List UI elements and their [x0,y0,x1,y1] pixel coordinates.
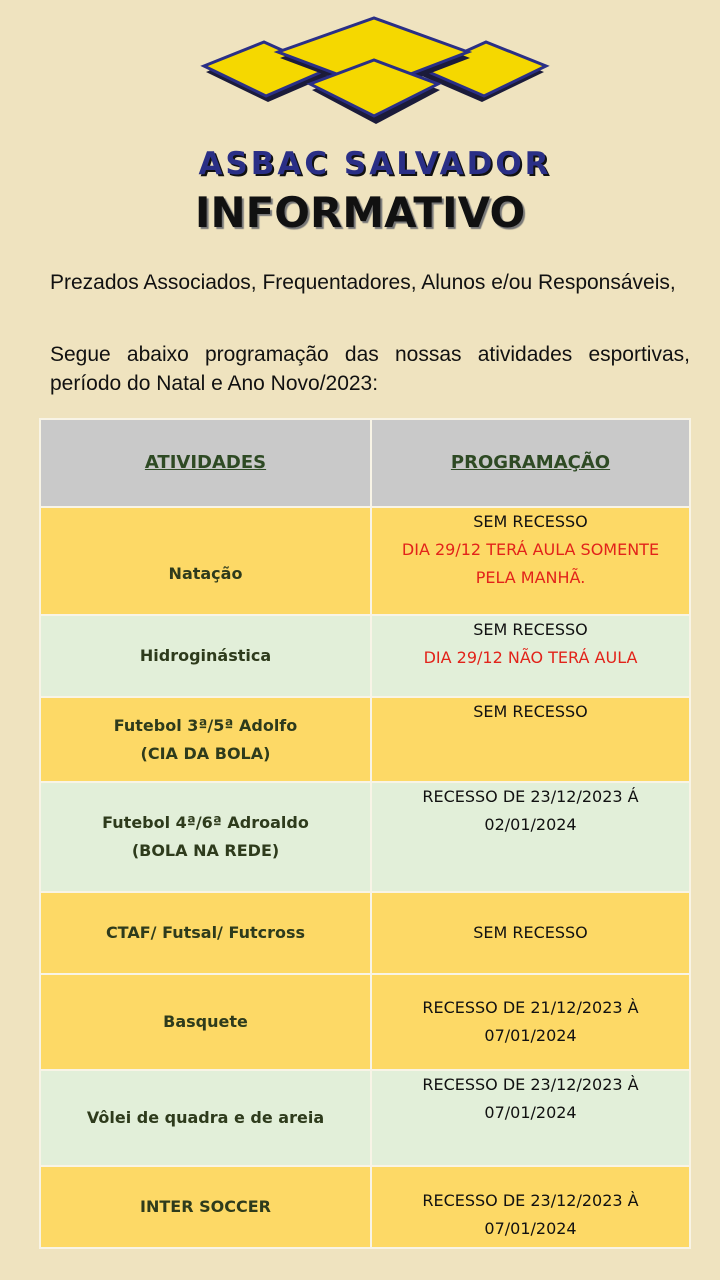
table-row [40,892,690,974]
activity-cell [40,892,371,974]
schedule-text: 02/01/2024 [484,815,577,834]
activity-cell [40,974,371,1070]
schedule-note: PELA MANHÃ. [475,568,586,587]
table-row [40,1166,690,1248]
activity-name: INTER SOCCER [140,1197,271,1216]
intro-greeting: Prezados Associados, Frequentadores, Alunos e/ou Responsáveis, [50,271,676,294]
activity-name: Hidroginástica [139,646,272,665]
activity-subname: (BOLA NA REDE) [131,841,280,860]
table-row [40,782,690,892]
table-row [40,615,690,697]
schedule-cell [371,974,690,1070]
schedule-table [39,418,691,1249]
schedule-text: 07/01/2024 [484,1219,577,1238]
activity-cell [40,697,371,782]
activity-name: Futebol 3ª/5ª Adolfo [113,715,298,735]
activity-name: CTAF/ Futsal/ Futcross [105,923,306,942]
schedule-text: RECESSO DE 23/12/2023 Á [422,787,639,806]
schedule-text: 07/01/2024 [484,1103,577,1122]
schedule-cell [371,507,690,615]
logo-text: ASBAC SALVADOR [198,146,552,182]
table-row [40,1070,690,1166]
schedule-text: SEM RECESSO [473,620,588,639]
activity-cell [40,1070,371,1166]
activity-name: Vôlei de quadra e de areia [86,1108,325,1127]
activity-cell [40,782,371,892]
table-row [40,507,690,615]
table-row [40,974,690,1070]
schedule-cell [371,1070,690,1166]
schedule-cell [371,892,690,974]
schedule-cell [371,1166,690,1248]
schedule-text: SEM RECESSO [473,923,588,942]
schedule-note: DIA 29/12 TERÁ AULA SOMENTE [401,540,660,559]
activity-name: Basquete [163,1012,248,1031]
schedule-cell [371,697,690,782]
table-header-row [40,419,690,507]
schedule-text: RECESSO DE 23/12/2023 À [422,1191,639,1210]
schedule-text: SEM RECESSO [473,702,588,721]
table-row [40,697,690,782]
schedule-cell [371,782,690,892]
schedule-text: 07/01/2024 [484,1026,577,1045]
schedule-text: RECESSO DE 23/12/2023 À [422,1075,639,1094]
page-title: INFORMATIVO [194,188,526,237]
schedule-text: RECESSO DE 21/12/2023 À [422,998,639,1017]
header-schedule: PROGRAMAÇÃO [371,419,690,507]
asbac-logo-icon [200,14,550,134]
activity-cell [40,615,371,697]
activity-name: Futebol 4ª/6ª Adroaldo [102,813,309,832]
header-activities: ATIVIDADES [40,419,371,507]
schedule-note: DIA 29/12 NÃO TERÁ AULA [423,648,638,667]
schedule-cell [371,615,690,697]
activity-subname: (CIA DA BOLA) [140,743,271,763]
asbac-logo [140,14,610,182]
intro-body: Segue abaixo programação das nossas atividades esportivas, período do Natal e Ano Novo/2023: [50,343,690,395]
activity-cell [40,507,371,615]
activity-name: Natação [168,564,243,583]
activity-cell [40,1166,371,1248]
schedule-text: SEM RECESSO [473,512,588,531]
